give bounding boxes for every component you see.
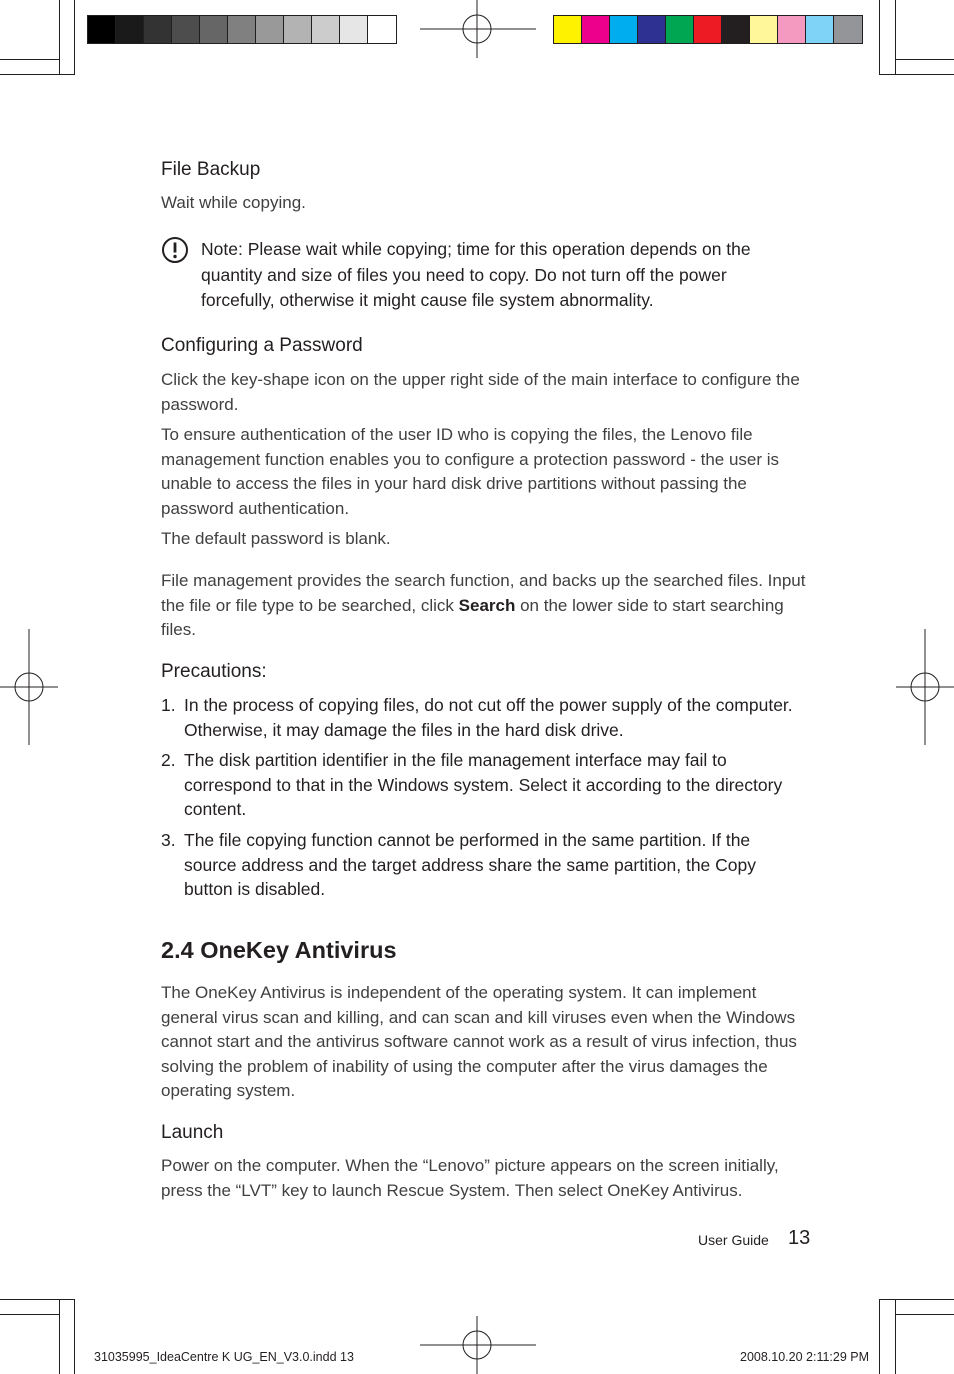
process-color-bar: [553, 15, 863, 44]
password-paragraph-2: To ensure authentication of the user ID who is copying the files, the Lenovo file management function enables you to configure a protection password - the user is unable to access the files in your hard disk drive partitions without passing the password authentication.: [161, 425, 780, 518]
color-swatch: [722, 16, 750, 43]
gray-swatch: [284, 16, 312, 43]
list-item-text: In the process of copying files, do not cut off the power supply of the computer. Otherwise, it may damage the files in the hard disk drive.: [184, 695, 793, 740]
file-backup-text: Wait while copying.: [161, 193, 306, 212]
registration-mark-right: [896, 629, 954, 745]
color-swatch: [582, 16, 610, 43]
list-item-number: 1.: [161, 695, 176, 715]
gray-swatch: [88, 16, 116, 43]
gray-swatch: [200, 16, 228, 43]
color-swatch: [778, 16, 806, 43]
list-item: [161, 693, 801, 742]
grayscale-color-bar: [87, 15, 397, 44]
registration-mark-left: [0, 629, 58, 745]
precautions-heading: Precautions:: [161, 661, 267, 682]
gray-swatch: [256, 16, 284, 43]
list-item: [161, 748, 801, 822]
list-item-text: The disk partition identifier in the file management interface may fail to correspond to that in the Windows system. Select it according to the directory content.: [184, 750, 783, 820]
color-swatch: [750, 16, 778, 43]
file-backup-heading: File Backup: [161, 159, 261, 180]
registration-mark-top: [420, 0, 536, 60]
color-swatch: [554, 16, 582, 43]
color-swatch: [806, 16, 834, 43]
search-bold-term: Search: [458, 595, 516, 615]
registration-mark-bottom: [420, 1316, 536, 1374]
gray-swatch: [144, 16, 172, 43]
gray-swatch: [368, 16, 396, 43]
gray-swatch: [172, 16, 200, 43]
slug-filename: 31035995_IdeaCentre K UG_EN_V3.0.indd 13: [94, 1350, 354, 1364]
antivirus-heading: 2.4 OneKey Antivirus: [161, 937, 397, 963]
gray-swatch: [340, 16, 368, 43]
color-swatch: [834, 16, 862, 43]
color-swatch: [610, 16, 638, 43]
color-swatch: [666, 16, 694, 43]
antivirus-paragraph: The OneKey Antivirus is independent of the operating system. It can implement general virus scan and killing, and can scan and kill viruses even when the Windows cannot start and the antivirus software cannot work as a result of virus infection, thus solving the problem of inability of using the computer after the virus damages the operating system.: [161, 983, 797, 1101]
color-swatch: [694, 16, 722, 43]
color-swatch: [638, 16, 666, 43]
gray-swatch: [312, 16, 340, 43]
launch-paragraph: Power on the computer. When the “Lenovo” picture appears on the screen initially, press the “LVT” key to launch Rescue System. Then select OneKey Antivirus.: [161, 1156, 779, 1200]
page-number: 13: [788, 1227, 811, 1249]
gray-swatch: [228, 16, 256, 43]
list-item-number: 3.: [161, 829, 176, 850]
slug-date: 2008.10.20 2:11:29 PM: [740, 1350, 870, 1364]
footer-label: User Guide: [698, 1232, 769, 1248]
password-paragraph-1: Click the key-shape icon on the upper right side of the main interface to configure the password.: [161, 370, 800, 414]
password-heading: Configuring a Password: [161, 335, 363, 356]
search-paragraph: File management provides the search function, and backs up the searched files. Input the file or file type to be searched, click Search on the lower side to start searching files.: [161, 571, 806, 640]
list-item: [161, 828, 801, 902]
precautions-list: [161, 693, 801, 908]
password-paragraph-3: The default password is blank.: [161, 529, 391, 548]
note-text: Note: Please wait while copying; time for this operation depends on the quantity and size of files you need to copy. Do not turn off the power forcefully, otherwise it might cause file system abnormality.: [201, 239, 751, 310]
list-item-text: The file copying function cannot be performed in the same partition. If the source address and the target address share the same partition, the Copy button is disabled.: [184, 829, 756, 900]
note-label: Note:: [201, 239, 243, 259]
warning-icon: [161, 236, 189, 264]
launch-heading: Launch: [161, 1122, 224, 1143]
list-item-number: 2.: [161, 750, 176, 771]
gray-swatch: [116, 16, 144, 43]
